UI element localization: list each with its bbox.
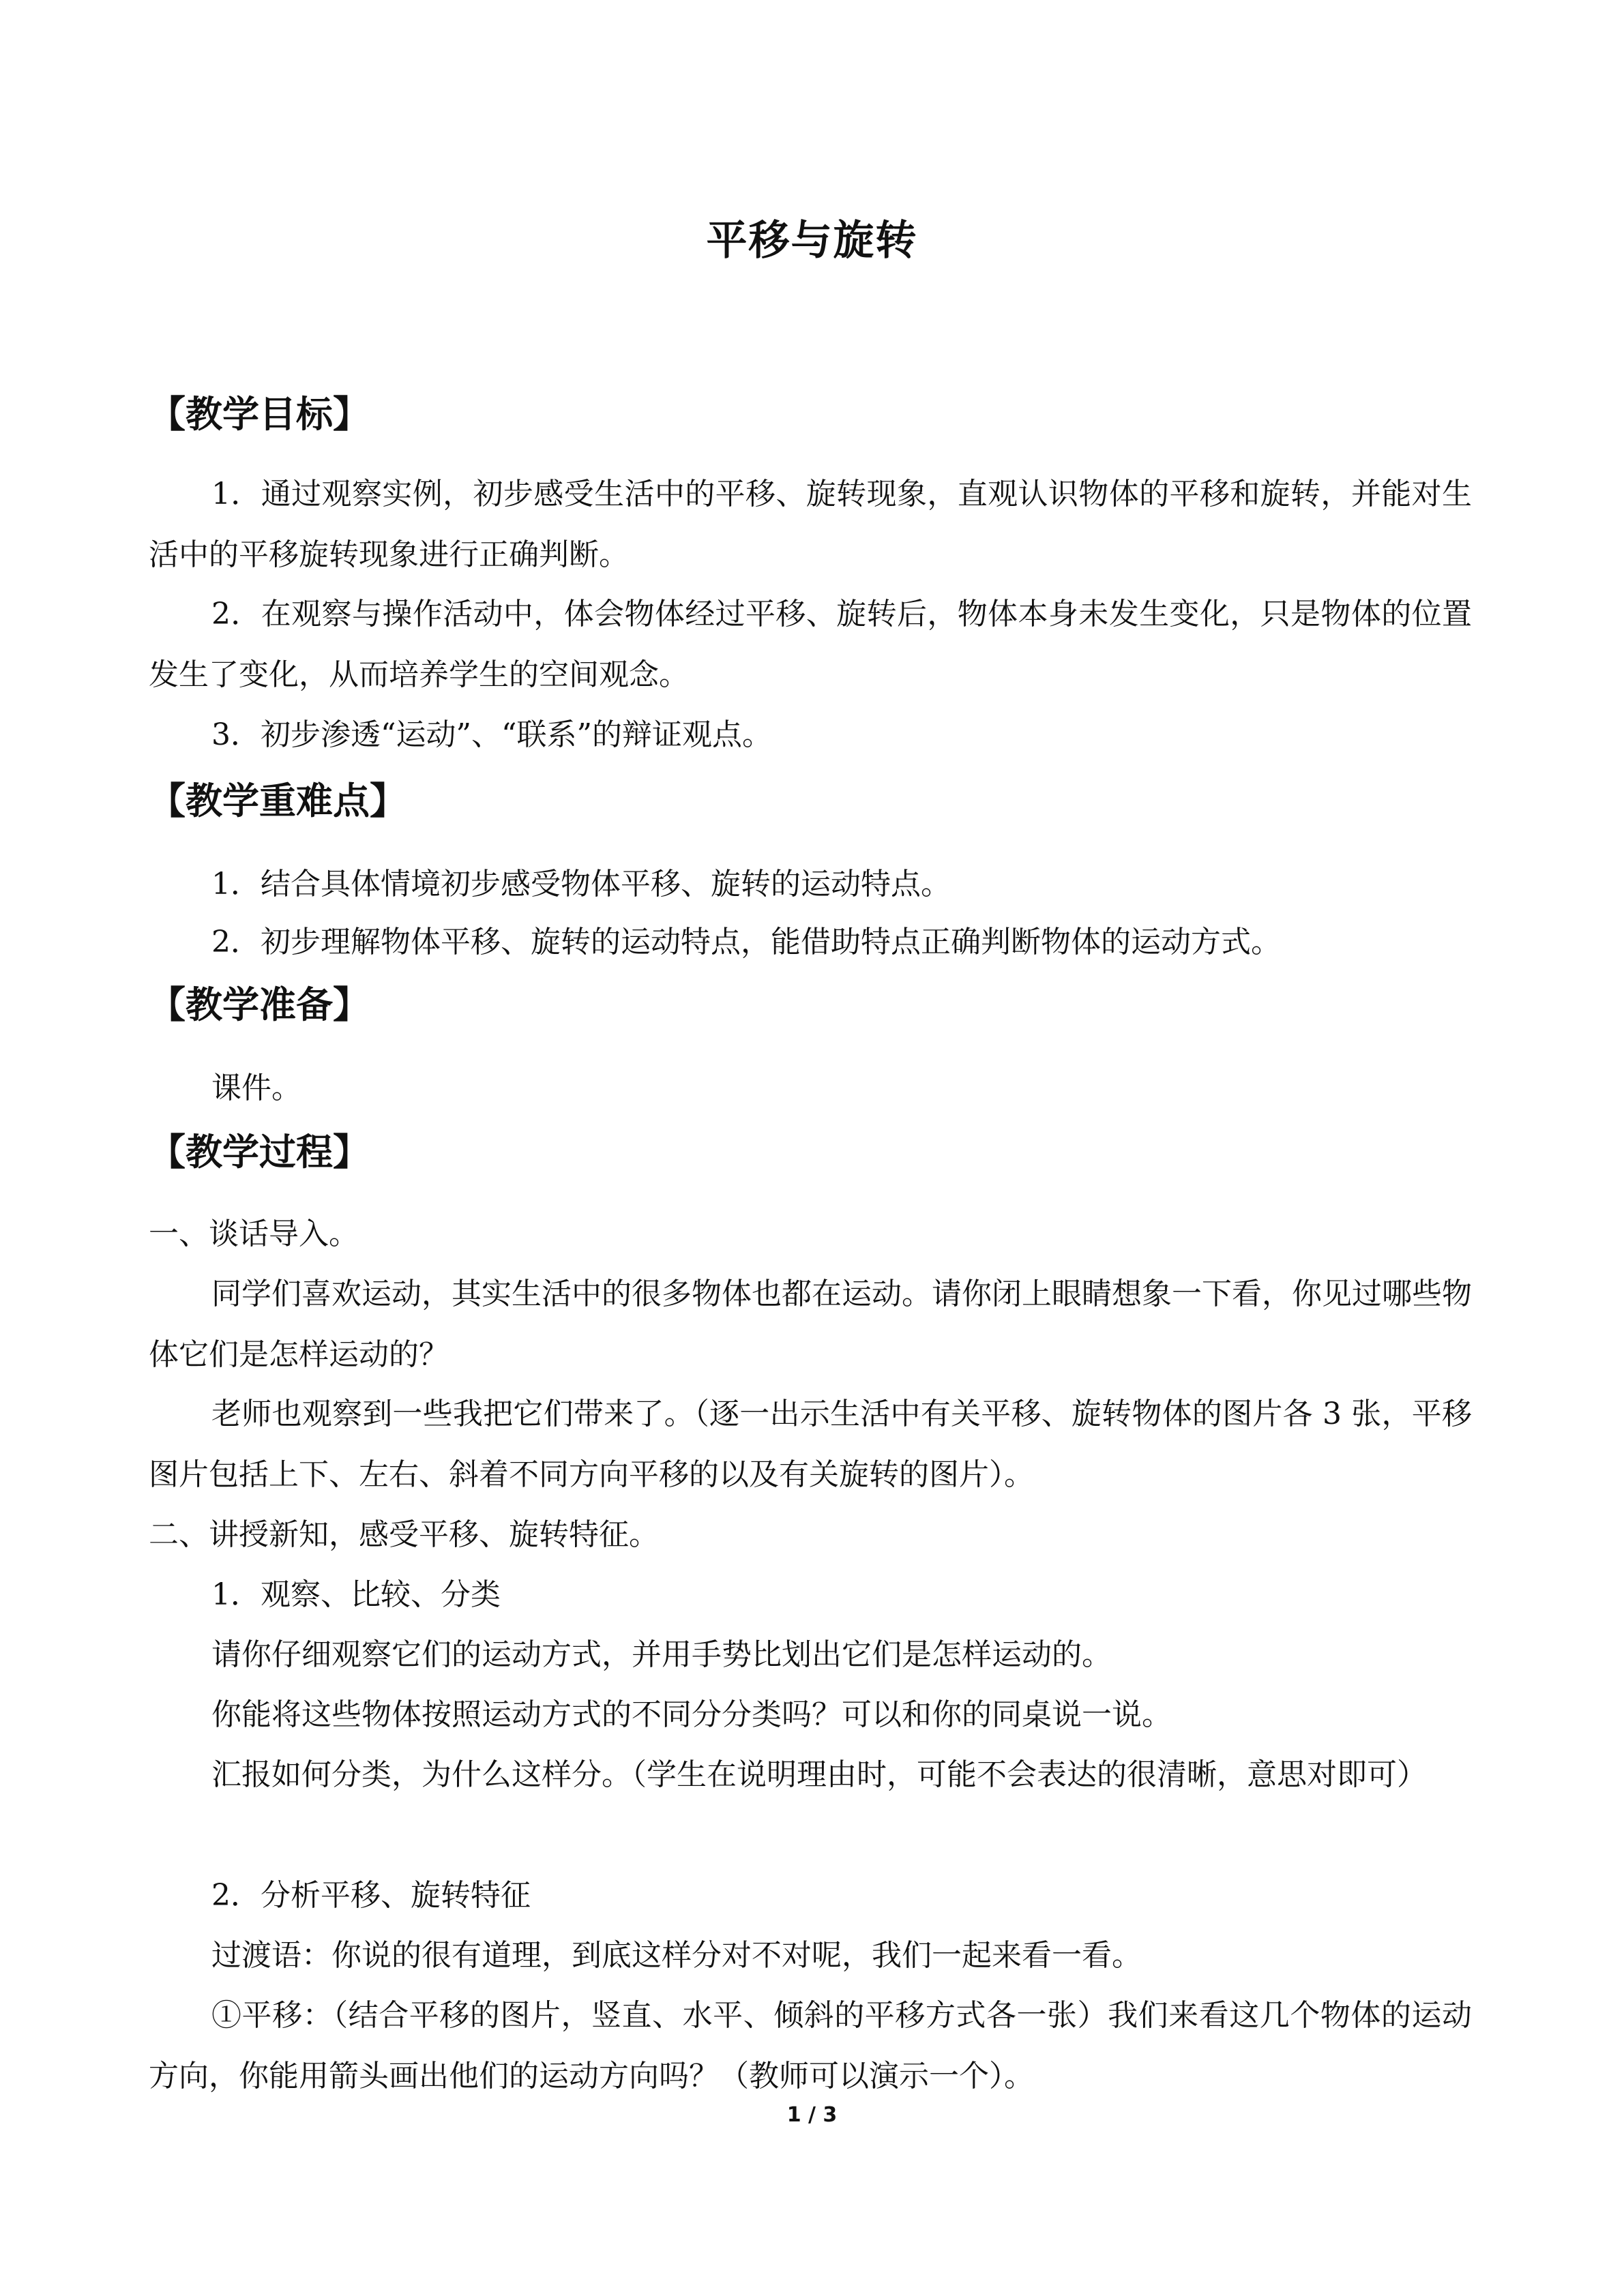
objective-item-3: 3．初步渗透“运动”、“联系”的辩证观点。 (211, 717, 772, 752)
process-step1-heading: 1．观察、比较、分类 (211, 1577, 501, 1612)
process-step2-p1: 过渡语：你说的很有道理，到底这样分对不对呢，我们一起来看一看。 (211, 1938, 1142, 1973)
process-step1-p2: 你能将这些物体按照运动方式的不同分分类吗？可以和你的同桌说一说。 (211, 1697, 1172, 1732)
heading-preparation: 【教学准备】 (149, 983, 370, 1026)
objective-item-2: 2．在观察与操作活动中，体会物体经过平移、旋转后，物体本身未发生变化，只是物体的位置发生了变化，从而培养学生的空间观念。 (149, 597, 1472, 692)
key-point-item-2: 2．初步理解物体平移、旋转的运动特点，能借助特点正确判断物体的运动方式。 (211, 925, 1281, 959)
process-part2-heading: 二、讲授新知，感受平移、旋转特征。 (149, 1517, 659, 1552)
objective-item-1: 1．通过观察实例，初步感受生活中的平移、旋转现象，直观认识物体的平移和旋转，并能对生活中的平移旋转现象进行正确判断。 (149, 477, 1472, 572)
key-point-item-1: 1．结合具体情境初步感受物体平移、旋转的运动特点。 (211, 867, 951, 901)
page-number: 1 / 3 (786, 2103, 838, 2127)
heading-objectives: 【教学目标】 (149, 393, 370, 436)
process-step2-p2: ①平移：（结合平移的图片，竖直、水平、倾斜的平移方式各一张）我们来看这几个物体的运动方向，你能用箭头画出他们的运动方向吗？（教师可以演示一个）。 (149, 1998, 1472, 2093)
heading-key-points: 【教学重难点】 (149, 779, 407, 822)
process-part1-p1: 同学们喜欢运动，其实生活中的很多物体也都在运动。请你闭上眼睛想象一下看，你见过哪些物体它们是怎样运动的？ (149, 1277, 1472, 1372)
page-title: 平移与旋转 (706, 217, 918, 265)
process-step2-heading: 2．分析平移、旋转特征 (211, 1878, 531, 1913)
preparation-text: 课件。 (211, 1071, 301, 1105)
process-step1-p3: 汇报如何分类，为什么这样分。（学生在说明理由时，可能不会表达的很清晰，意思对即可） (211, 1757, 1427, 1792)
process-step1-p1: 请你仔细观察它们的运动方式，并用手势比划出它们是怎样运动的。 (211, 1637, 1112, 1672)
process-part1-heading: 一、谈话导入。 (149, 1217, 359, 1251)
heading-process: 【教学过程】 (149, 1131, 370, 1174)
process-part1-p2: 老师也观察到一些我把它们带来了。（逐一出示生活中有关平移、旋转物体的图片各 3 张，平移图片包括上下、左右、斜着不同方向平移的以及有关旋转的图片）。 (149, 1397, 1472, 1492)
